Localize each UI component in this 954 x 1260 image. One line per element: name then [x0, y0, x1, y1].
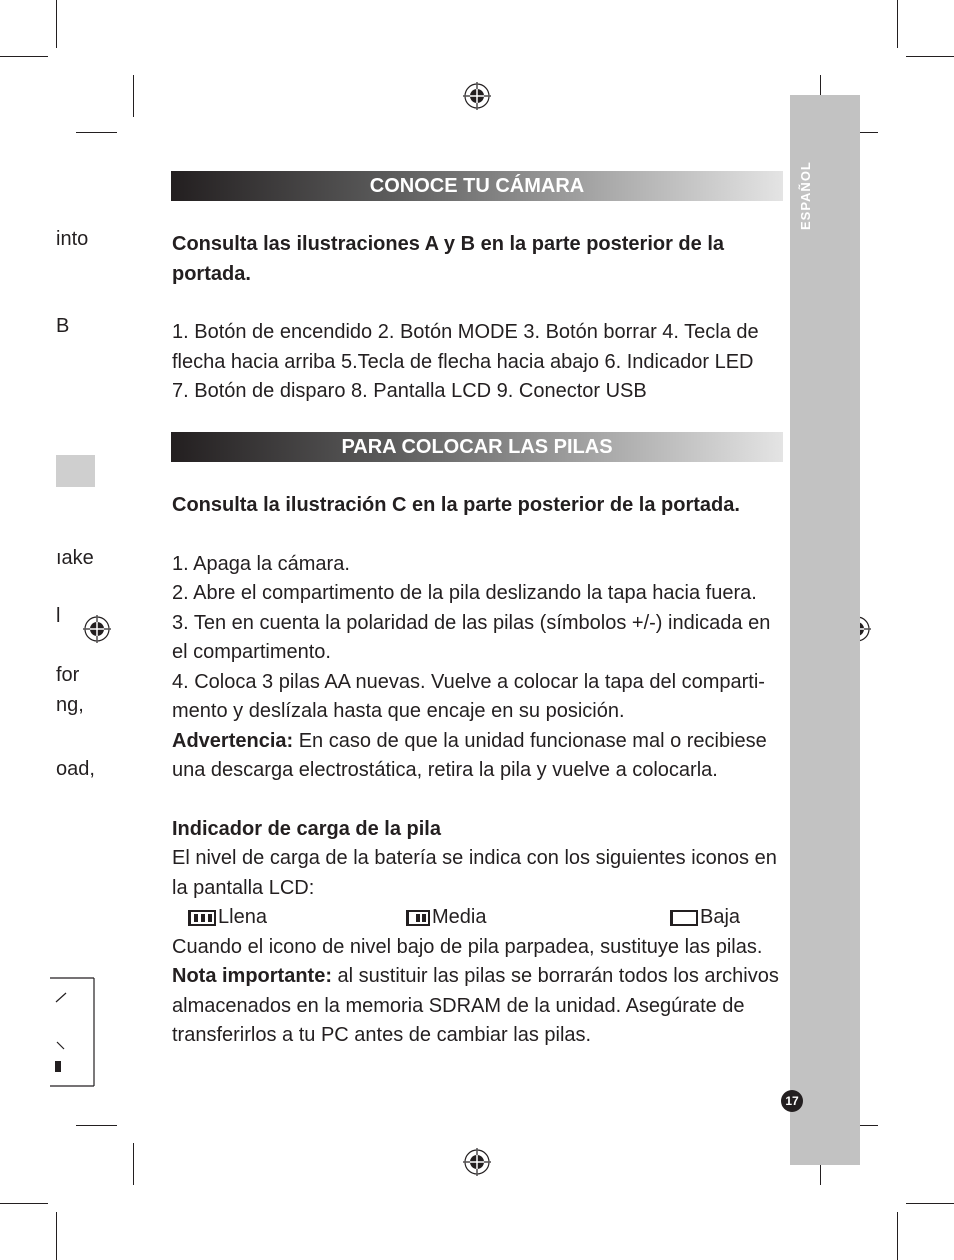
battery-level-label: Llena — [218, 906, 267, 928]
crop-mark — [133, 1143, 134, 1185]
crop-mark — [76, 1125, 117, 1126]
registration-mark-icon — [463, 82, 491, 110]
crop-mark — [56, 0, 57, 48]
step-item: 3. Ten en cuenta la polaridad de las pilas (símbolos +/-) indicada en el compartimento. — [172, 611, 771, 663]
note-paragraph — [172, 962, 787, 1051]
left-page-fragment: B — [56, 315, 70, 337]
step-item: 1. Apaga la cámara. — [172, 552, 350, 575]
battery-indicator-text: El nivel de carga de la batería se indica con los siguientes iconos en la pantalla LCD: — [172, 847, 777, 899]
parts-list-line: flecha hacia arriba 5.Tecla de flecha hacia abajo 6. Indicador LED — [172, 350, 754, 373]
warning-paragraph — [172, 727, 787, 786]
language-label: ESPAÑOL — [798, 161, 813, 230]
battery-levels-row — [172, 903, 787, 933]
section1-content — [172, 230, 787, 407]
step-item: 2. Abre el compartimento de la pila deslizando la tapa hacia fuera. — [172, 582, 757, 604]
crop-mark — [906, 1203, 954, 1204]
battery-medium-icon — [406, 910, 430, 926]
battery-indicator-title: Indicador de carga de la pila — [172, 817, 441, 840]
page-number: 17 — [781, 1090, 803, 1112]
left-page-fragment: ıake — [56, 547, 94, 569]
section2-content — [172, 491, 787, 1051]
crop-mark — [897, 0, 898, 48]
battery-level-medium — [406, 903, 486, 933]
section2-intro: Consulta la ilustración C en la parte posterior de la portada. — [172, 494, 740, 516]
registration-mark-icon — [83, 615, 111, 643]
left-page-fragment: oad, — [56, 758, 95, 780]
note-text: al sustituir las pilas se borrarán todos los archivos almacenados en la memoria SDRAM de la unidad. Asegúrate de transferirlos a tu PC antes de cambiar las pilas. — [172, 965, 779, 1046]
section-heading-banner: PARA COLOCAR LAS PILAS — [171, 432, 783, 462]
left-page-fragment: l — [56, 605, 61, 627]
left-page-fragment: for — [56, 664, 80, 686]
crop-mark — [906, 56, 954, 57]
battery-level-low — [670, 903, 740, 933]
crop-mark — [897, 1212, 898, 1260]
crop-mark — [133, 75, 134, 117]
crop-mark — [0, 56, 48, 57]
warning-label: Advertencia: — [172, 729, 294, 752]
battery-low-icon — [670, 910, 698, 926]
registration-mark-icon — [463, 1148, 491, 1176]
left-page-grey-block — [56, 455, 95, 487]
crop-mark — [0, 1203, 48, 1204]
section-heading-banner: CONOCE TU CÁMARA — [171, 171, 783, 201]
crop-mark — [56, 1212, 57, 1260]
battery-level-label: Media — [432, 906, 487, 928]
step-item: 4. Coloca 3 pilas AA nuevas. Vuelve a colocar la tapa del comparti-mento y deslízala hasta que encaje en su posición. — [172, 670, 765, 722]
low-battery-text: Cuando el icono de nivel bajo de pila parpadea, sustituye las pilas. — [172, 935, 763, 958]
parts-list-line: 7. Botón de disparo 8. Pantalla LCD 9. Conector USB — [172, 380, 647, 402]
section1-intro: Consulta las ilustraciones A y B en la parte posterior de la portada. — [172, 233, 725, 285]
battery-full-icon — [188, 910, 216, 926]
language-side-tab — [790, 95, 860, 1165]
parts-list-line: 1. Botón de encendido 2. Botón MODE 3. Botón borrar 4. Tecla de — [172, 321, 759, 343]
note-label: Nota importante: — [172, 965, 332, 987]
left-page-fragment: into — [56, 228, 89, 250]
crop-mark — [76, 132, 117, 133]
warning-text: En caso de que la unidad funcionase mal o recibiese una descarga electrostática, retira la pila y vuelve a colocarla. — [172, 729, 767, 781]
left-page-illustration-fragment — [50, 975, 96, 1089]
battery-level-label: Baja — [700, 906, 741, 928]
left-page-fragment: ng, — [56, 694, 84, 716]
battery-level-full — [188, 903, 267, 933]
